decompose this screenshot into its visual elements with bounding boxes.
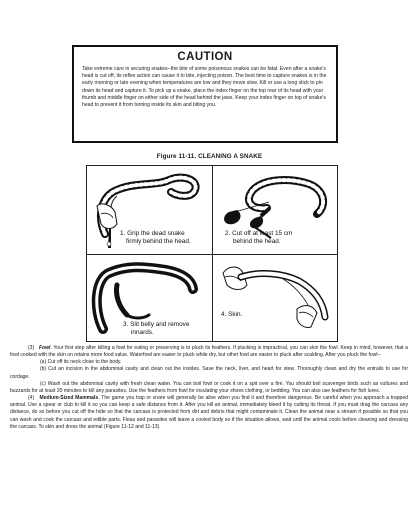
fowl-step-a: (a) Cut off its neck close to the body.	[40, 359, 122, 366]
fowl-paragraph: (3) Fowl. Your first step after killing a fowl for eating or preserving is to pluck its feathers. If plucking is impractical, you can skin the fowl. Keep in mind, however, that a fowl cooked with the skin on retains more food value. Waterfowl are easier to pluck while dry, but other fowl are easier to pluck after scalding. After you pluck the fowl--	[10, 345, 408, 359]
mammals-paragraph: (4) Medium-Sized Mammals. The game you trap or snare will generally be alive when you find it and therefore dangerous. Be careful when you approach a trapped animal. Use a spear or club to kill it so you can keep a safe distance from it. After you kill an animal, immediately bleed it by cutting its throat. If you must drag the carcass any distance, do so before you cut off the hide so that the carcass is protected from dirt and debris that might contaminate it. Clean the animal near a stream if possible so that you can wash and cook the carcass and edible parts. Fleas and parasites will leave a cooled body so if the situation allows, wait until the animal cools before cleaning and dressing the carcass. To skin and dress the animal (Figure 11-12 and 11-13).	[10, 395, 408, 430]
caution-text: Take extreme care in securing snakes--the bite of some poisonous snakes can be fatal. Even after a snake's head is cut off, its reflex action can cause it to bite, injecting poison. The best time to capture snakes is in the early morning or late evening when temperatures are low and they move slow. Kill or use a long stick to pin down its head and capture it. To pick up a snake, place the index finger on the top rear of its head with your thumb and middle finger on either side of the head behind the jaws. Keep your index finger on top of snake's head to prevent it from turning inside its skin and biting you.	[82, 66, 327, 109]
mammals-heading: Medium-Sized Mammals	[39, 395, 99, 402]
step-1-label: 1. Grip the dead snake firmly behind the head.	[120, 230, 191, 245]
panel-grip-snake	[87, 166, 212, 254]
panel-slit-belly	[87, 255, 212, 342]
step-3-label: 3. Slit belly and remove innards.	[123, 321, 190, 336]
caution-title: CAUTION	[177, 51, 233, 63]
fowl-heading: Fowl	[38, 345, 51, 351]
step-2-label: 2. Cut off at least 15 cm behind the head.	[225, 230, 293, 245]
body-text	[10, 345, 408, 431]
caution-box	[72, 45, 338, 143]
step-4-label: 4. Skin.	[221, 311, 243, 318]
panel-skin	[213, 255, 338, 342]
panel-cut-head	[213, 166, 338, 254]
fowl-step-b: (b) Cut an incision in the abdominal cavity and clean out the insides. Save the neck, liver, and heart for stew. Thoroughly clean and dry the entrails to use for cordage.	[10, 366, 408, 380]
figure-caption: Figure 11-11. CLEANING A SNAKE	[156, 153, 263, 160]
snake-skin-illustration	[213, 255, 338, 342]
fowl-step-c: (c) Wash out the abdominal cavity with fresh clean water. You can boil fowl or cook it on a spit over a fire. You should boil scavenger birds such as vultures and buzzards for at least 20 minutes to kill any parasites. Use the feathers from fowl for insulating your shoes clothing, or bedding. You can also use feathers for fish lures.	[10, 380, 408, 394]
snake-cleaning-figure	[86, 165, 338, 342]
